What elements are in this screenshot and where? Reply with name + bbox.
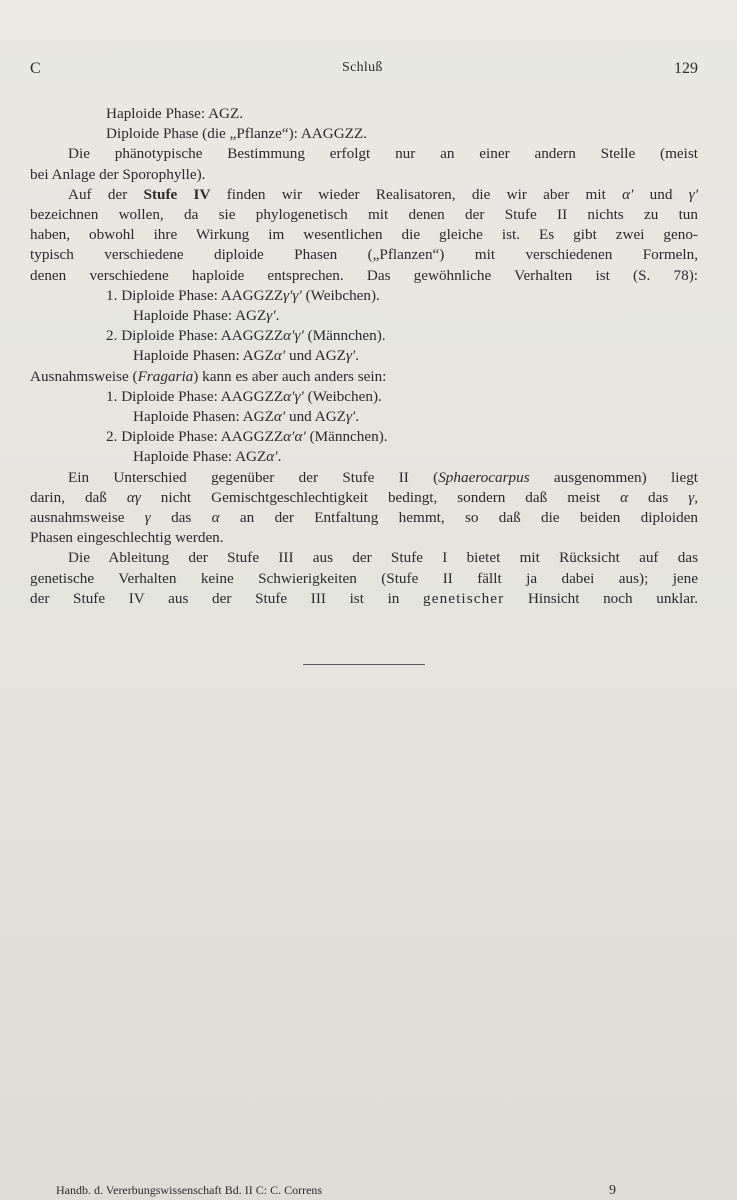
text-run-em: αγ xyxy=(126,488,141,506)
text-run-sp: genetischer xyxy=(423,589,505,607)
text-run-em: α xyxy=(211,509,220,527)
text-run-em: γ′ xyxy=(345,347,356,365)
footer xyxy=(56,1183,616,1199)
text-line xyxy=(30,427,698,447)
text-run: Auf der xyxy=(68,185,144,203)
text-run-em: α′ xyxy=(266,448,278,466)
text-line: Haploide Phase: AGZ. xyxy=(106,105,244,122)
section-letter: C xyxy=(30,60,41,77)
text-line xyxy=(30,387,698,407)
text-line xyxy=(30,306,698,326)
end-rule xyxy=(303,664,425,665)
text-line: genetische Verhalten keine Schwierigkeiten (Stufe II fällt ja dabei aus); jene xyxy=(30,569,698,587)
text-run-em: γ′ xyxy=(688,185,699,203)
text-line xyxy=(30,447,698,467)
text-run: finden wir wieder Realisatoren, die wir aber mit xyxy=(210,185,623,203)
text-line: haben, obwohl ihre Wirkung im wesentlichen die gleiche ist. Es gibt zwei geno- xyxy=(30,226,698,244)
text-run: ausgenommen) liegt xyxy=(529,468,699,486)
running-header xyxy=(30,60,698,82)
text-run-em: α′ xyxy=(273,347,286,365)
text-run: an der Entfaltung hemmt, so daß die beiden diploiden xyxy=(219,509,698,527)
text-run: 2. Diploide Phase: AAGGZZ xyxy=(106,428,284,446)
text-line xyxy=(30,185,698,205)
text-run: der Stufe IV aus der Stufe III ist in xyxy=(30,589,424,607)
page-number: 129 xyxy=(674,60,698,77)
text-line xyxy=(30,508,698,528)
text-line: bezeichnen wollen, da sie phylogenetisch mit denen der Stufe II nichts zu tun xyxy=(30,206,698,224)
text-line xyxy=(30,367,698,387)
sheet-signature: 9 xyxy=(609,1183,616,1198)
text-run: (Männchen). xyxy=(303,327,386,345)
text-line xyxy=(30,589,698,609)
body-text xyxy=(30,104,698,609)
text-run-em: γ′ xyxy=(345,408,356,426)
text-run: das xyxy=(628,488,689,506)
text-run: und AGZ xyxy=(285,347,346,365)
text-run: Haploide Phase: AGZ xyxy=(133,448,267,466)
text-line: Die Ableitung der Stufe III aus der Stufe I bietet mit Rücksicht auf das xyxy=(68,549,698,567)
text-run: Ausnahmsweise ( xyxy=(30,367,138,385)
text-line xyxy=(30,488,698,508)
text-line: typisch verschiedene diploide Phasen („Pflanzen“) mit verschiedenen Formeln, xyxy=(30,246,698,264)
text-line: denen verschiedene haploide entsprechen. Das gewöhnliche Verhalten ist (S. 78): xyxy=(30,266,698,284)
text-run-bold: Stufe IV xyxy=(143,185,211,203)
text-run: nicht Gemischtgeschlechtigkeit bedingt, sondern daß meist xyxy=(140,488,621,506)
text-line: Phasen eingeschlechtig werden. xyxy=(30,529,224,547)
text-run: Haploide Phase: AGZ xyxy=(133,307,267,325)
text-run: und xyxy=(633,185,689,203)
text-run-em: Fragaria xyxy=(137,367,194,385)
text-run: Ein Unterschied gegenüber der Stufe II ( xyxy=(68,468,439,486)
text-run: ) kann es aber auch anders sein: xyxy=(193,367,387,385)
text-line xyxy=(30,346,698,366)
text-run: (Männchen). xyxy=(305,428,388,446)
text-run-em: α′ xyxy=(622,185,634,203)
text-run-em: α′α′ xyxy=(283,428,306,446)
text-line xyxy=(30,468,698,488)
text-run-em: α′ xyxy=(273,408,286,426)
text-run-em: α′γ′ xyxy=(283,327,304,345)
text-line: Die phänotypische Bestimmung erfolgt nur an einer andern Stelle (meist xyxy=(68,145,698,163)
text-run: ausnahmsweise xyxy=(30,509,145,527)
text-run: . xyxy=(355,408,360,426)
text-run: das xyxy=(150,509,212,527)
text-run: (Weibchen). xyxy=(303,387,382,405)
footer-source: Handb. d. Vererbungswissenschaft Bd. II C: C. Correns xyxy=(56,1183,323,1197)
text-run: Haploide Phasen: AGZ xyxy=(133,347,274,365)
text-line xyxy=(30,326,698,346)
text-run: Haploide Phasen: AGZ xyxy=(133,408,274,426)
text-line: Diploide Phase (die „Pflanze“): AAGGZZ. xyxy=(106,125,368,143)
running-title: Schluß xyxy=(342,60,383,75)
text-run-em: γ′ xyxy=(266,307,276,325)
text-run: und AGZ xyxy=(285,408,346,426)
text-line xyxy=(30,407,698,427)
text-run: (Weibchen). xyxy=(301,286,380,304)
text-run: , xyxy=(694,488,699,506)
text-run: . xyxy=(355,347,360,365)
text-run: 1. Diploide Phase: AAGGZZ xyxy=(106,286,284,304)
text-line xyxy=(30,286,698,306)
text-run: darin, daß xyxy=(30,488,127,506)
text-line: bei Anlage der Sporophylle). xyxy=(30,165,206,183)
text-run-em: α′γ′ xyxy=(283,387,304,405)
text-run-em: α xyxy=(620,488,629,506)
text-run: 1. Diploide Phase: AAGGZZ xyxy=(106,387,284,405)
text-run: . xyxy=(277,448,282,466)
text-run-em: γ xyxy=(688,488,695,506)
text-run: Hinsicht noch unklar. xyxy=(504,589,698,607)
text-run-em: Sphaerocarpus xyxy=(438,468,530,486)
text-run-em: γ xyxy=(144,509,151,527)
text-run: . xyxy=(275,307,280,325)
text-run-em: γ′γ′ xyxy=(283,286,302,304)
text-run: 2. Diploide Phase: AAGGZZ xyxy=(106,327,284,345)
